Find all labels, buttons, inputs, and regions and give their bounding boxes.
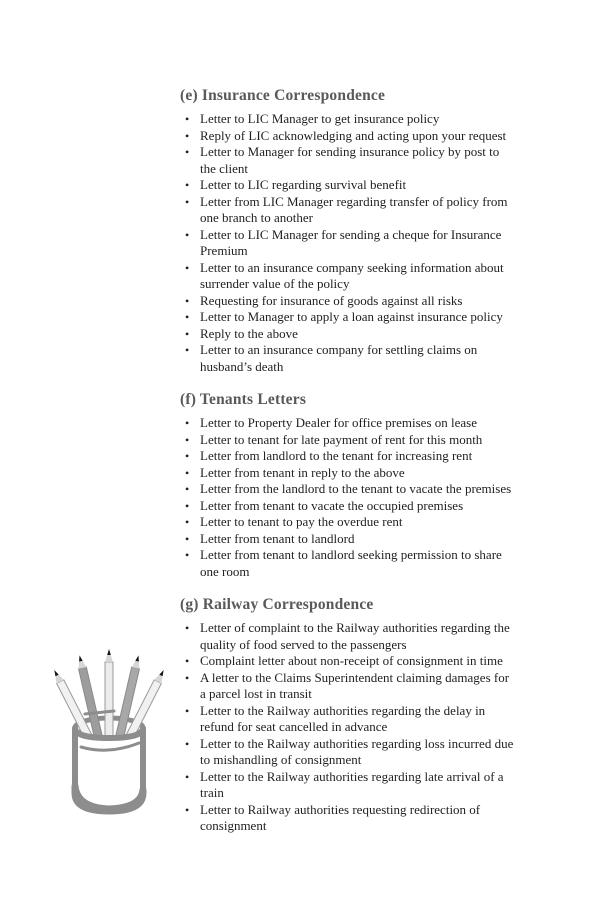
list-item-text: Letter to an insurance company for settling claims on husband’s death — [200, 342, 478, 374]
list-item — [185, 415, 520, 432]
bullet-icon: • — [185, 548, 190, 562]
list-item — [185, 194, 520, 227]
bullet-icon: • — [185, 145, 190, 159]
bullet-icon: • — [185, 621, 190, 635]
list-item — [185, 703, 520, 736]
list-item — [185, 293, 520, 310]
bullet-icon: • — [185, 670, 190, 685]
bullet-icon: • — [185, 194, 190, 209]
list-item — [185, 481, 520, 498]
bullet-icon: • — [185, 465, 190, 480]
list-item — [185, 465, 520, 482]
list-item — [185, 498, 520, 515]
bullet-icon: • — [185, 326, 190, 341]
section-heading: (g) Railway Correspondence — [180, 596, 374, 613]
list-item-text: Letter to Property Dealer for office premises on lease — [200, 415, 477, 430]
list-item — [185, 769, 520, 802]
section-heading: (e) Insurance Correspondence — [180, 87, 386, 104]
bullet-icon: • — [185, 178, 190, 192]
cup-body — [75, 728, 143, 810]
list-item — [185, 432, 520, 449]
bullet-icon: • — [185, 703, 190, 718]
pencil-cup-illustration — [52, 648, 172, 823]
section-insurance-correspondence — [180, 86, 520, 375]
list-item-text: Reply of LIC acknowledging and acting upon your request — [200, 127, 507, 143]
list-item-text: Letter to LIC regarding survival benefit — [200, 177, 407, 192]
bullet-icon: • — [185, 482, 190, 496]
list-item-text: Letter to tenant to pay the overdue rent — [200, 514, 403, 529]
list-item — [185, 227, 520, 260]
letters-index — [180, 86, 520, 850]
bullet-icon: • — [185, 260, 190, 275]
list-item — [185, 128, 520, 145]
list-item-text: Letter to an insurance company seeking information about surrender value of the policy — [200, 259, 504, 291]
bullet-icon: • — [185, 343, 190, 357]
list-item — [185, 309, 520, 326]
list-item-text: Letter from tenant in reply to the above — [200, 464, 405, 480]
list-item-text: Letter from landlord to the tenant for increasing rent — [200, 448, 473, 463]
bullet-icon: • — [185, 227, 190, 242]
list-item — [185, 144, 520, 177]
bullet-icon: • — [185, 531, 190, 546]
section-tenants-letters — [180, 390, 520, 580]
bullet-icon: • — [185, 310, 190, 324]
list-item — [185, 620, 520, 653]
pencil-icon — [105, 649, 113, 742]
list-item — [185, 448, 520, 465]
bullet-icon: • — [185, 802, 190, 817]
list-item-text: Letter to the Railway authorities regarding late arrival of a train — [200, 768, 504, 800]
list-item-text: Letter to Manager to apply a loan against insurance policy — [200, 309, 503, 324]
list-item — [185, 547, 520, 580]
insurance-item-list — [180, 111, 520, 375]
list-item-text: Letter to Railway authorities requesting redirection of consignment — [200, 801, 481, 833]
bullet-icon: • — [185, 654, 190, 668]
bullet-icon: • — [185, 112, 190, 126]
list-item — [185, 514, 520, 531]
list-item-text: Letter from the landlord to the tenant to vacate the premises — [200, 481, 512, 496]
tenants-item-list — [180, 415, 520, 580]
list-item-text: Letter to tenant for late payment of rent for this month — [200, 431, 483, 447]
list-item — [185, 260, 520, 293]
bullet-icon: • — [185, 416, 190, 430]
list-item-text: Letter from tenant to landlord seeking permission to share one room — [200, 547, 502, 579]
railway-item-list — [180, 620, 520, 835]
bullet-icon: • — [185, 293, 190, 308]
bullet-icon: • — [185, 769, 190, 784]
bullet-icon: • — [185, 128, 190, 143]
list-item — [185, 653, 520, 670]
list-item — [185, 177, 520, 194]
pencil-cup-icon — [52, 648, 172, 823]
list-item-text: Letter to LIC Manager to get insurance policy — [200, 111, 440, 126]
section-railway-correspondence — [180, 595, 520, 835]
list-item-text: Complaint letter about non-receipt of consignment in time — [200, 653, 503, 668]
list-item-text: Letter to the Railway authorities regarding the delay in refund for seat cancelled in advance — [200, 702, 486, 734]
list-item — [185, 342, 520, 375]
list-item — [185, 111, 520, 128]
list-item-text: Requesting for insurance of goods against all risks — [200, 292, 463, 308]
bullet-icon: • — [185, 736, 190, 751]
list-item-text: Letter of complaint to the Railway authorities regarding the quality of food served to the passengers — [200, 620, 510, 652]
list-item-text: Reply to the above — [200, 325, 298, 341]
bullet-icon: • — [185, 432, 190, 447]
list-item-text: Letter to the Railway authorities regarding loss incurred due to mishandling of consignment — [200, 735, 514, 767]
list-item-text: Letter to Manager for sending insurance policy by post to the client — [200, 144, 500, 176]
bullet-icon: • — [185, 449, 190, 463]
list-item — [185, 802, 520, 835]
bullet-icon: • — [185, 498, 190, 513]
list-item-text: A letter to the Claims Superintendent claiming damages for a parcel lost in transit — [200, 669, 510, 701]
list-item-text: Letter from tenant to landlord — [200, 530, 355, 546]
list-item — [185, 736, 520, 769]
section-heading: (f) Tenants Letters — [180, 391, 307, 408]
list-item-text: Letter to LIC Manager for sending a cheque for Insurance Premium — [200, 226, 502, 258]
list-item — [185, 326, 520, 343]
list-item-text: Letter from LIC Manager regarding transfer of policy from one branch to another — [200, 193, 508, 225]
list-item-text: Letter from tenant to vacate the occupied premises — [200, 497, 464, 513]
list-item — [185, 531, 520, 548]
list-item — [185, 670, 520, 703]
bullet-icon: • — [185, 515, 190, 529]
